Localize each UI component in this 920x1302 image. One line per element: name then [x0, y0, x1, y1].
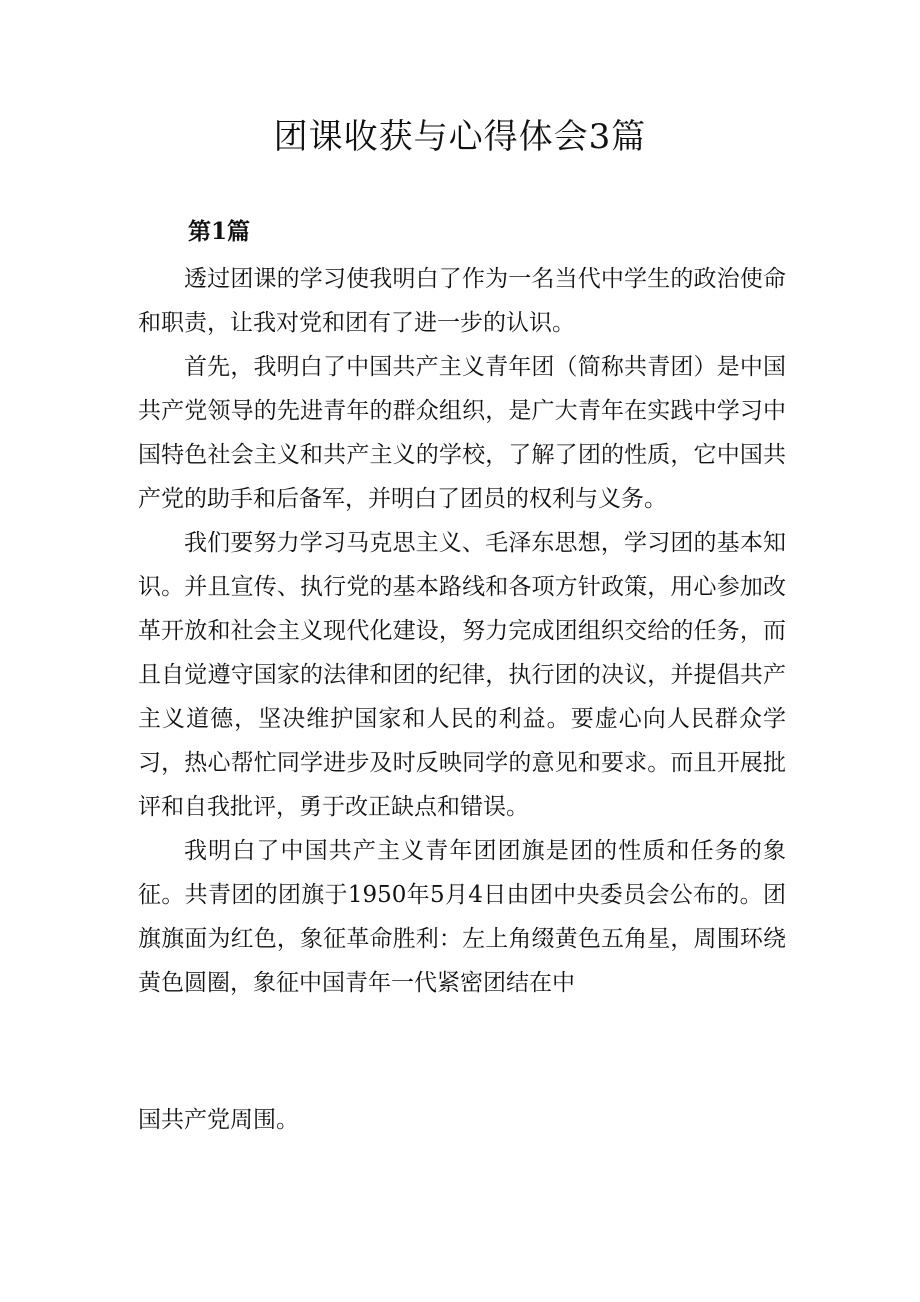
- document-title: 团课收获与心得体会3篇: [273, 117, 647, 157]
- section-heading: 第1篇: [188, 218, 251, 245]
- paragraph-3: 我们要努力学习马克思主义、毛泽东思想，学习团的基本知识。并且宣传、执行党的基本路线和各项方针政策，用心参加改革开放和社会主义现代化建设，努力完成团组织交给的任务，而且自觉遵守国家的法律和团的纪律，执行团的决议，并提倡共产主义道德，坚决维护国家和人民的利益。要虚心向人民群众学习，热心帮忙同学进步及时反映同学的意见和要求。而且开展批评和自我批评，勇于改正缺点和错误。: [138, 530, 786, 820]
- paragraph-2: 首先，我明白了中国共产主义青年团（简称共青团）是中国共产党领导的先进青年的群众组织，是广大青年在实践中学习中国特色社会主义和共产主义的学校，了解了团的性质，它中国共产党的助手和后备军，并明白了团员的权利与义务。: [138, 354, 786, 512]
- paragraph-4: 我明白了中国共产主义青年团团旗是团的性质和任务的象征。共青团的团旗于1950年5月4日由团中央委员会公布的。团旗旗面为红色，象征革命胜利：左上角缀黄色五角星，周围环绕黄色圆圈，象征中国青年一代紧密团结在中: [138, 838, 786, 996]
- document-body: [138, 257, 786, 1005]
- paragraph-continuation: 国共产党周围。: [138, 1107, 299, 1133]
- paragraph-1: 透过团课的学习使我明白了作为一名当代中学生的政治使命和职责，让我对党和团有了进一步的认识。: [138, 266, 786, 336]
